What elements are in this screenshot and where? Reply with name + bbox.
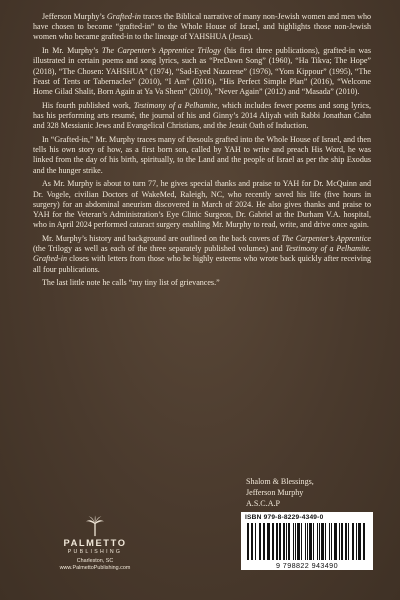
barcode-bar [283, 523, 285, 560]
paragraph-text: In Mr. Murphy’s [42, 46, 102, 56]
barcode-bar [247, 523, 249, 560]
barcode-bar [297, 523, 300, 560]
barcode-bar [255, 523, 256, 560]
barcode-bar [339, 523, 340, 560]
paragraph-text: Mr. Murphy’s history and background are outlined on the back covers of [42, 234, 282, 244]
publisher-name: PALMETTO [63, 538, 127, 548]
paragraph-text: As Mr. Murphy is about to turn 77, he gives special thanks and praise to YAH for Dr. McQuinn and Dr. Vogele, civilian Doctors of WakeMed, Raleigh, NC, who recently saved his life (five hours in surgery) for an abdominal aneurism discovered in March of 2024. He also gives thanks and praise to YAH for the Veteran’s Administration’s Eye Clinic Surgeon, Dr. Gabriel at the Durham V.A. hospital, who in April 2024 performed cataract surgery enabling Mr. Murphy to read, write, and drive once again. [33, 179, 371, 230]
barcode-bar [288, 523, 290, 560]
palmetto-tree-logo-icon [84, 515, 106, 537]
paragraph-text: which includes fewer poems and song lyrics, has his performing arts resumé, the journal of his and Ginny’s 2014 Aliyah with Rabbi Jonathan Cahn and 328 Messianic Jews and Evangelical Christians, and the Jesuit Oath of Induction. [33, 100, 371, 131]
paragraph-text: His fourth published work, [42, 100, 134, 110]
paragraph-text: The Carpenter’s Apprentice Trilogy [101, 46, 221, 56]
barcode-bar [317, 523, 318, 560]
paragraph-text: Grafted-in [106, 12, 141, 21]
paragraph-text: closes with letters from those who he highly esteems who wrote back quickly after receiving all four publications. [33, 254, 371, 274]
barcode-bar [341, 523, 343, 560]
barcode-bar [309, 523, 312, 560]
barcode-bar [272, 523, 274, 560]
publisher-website: www.PalmettoPublishing.com [59, 565, 131, 571]
paragraph-text: Testimony of a Pelhamite. Grafted-in [33, 244, 371, 264]
barcode-bar [267, 523, 270, 560]
barcode-bar [313, 523, 314, 560]
barcode-bar [286, 523, 287, 560]
publisher-block [40, 515, 150, 572]
barcode-bar [295, 523, 296, 560]
barcode-digits: 9 798822 943490 [276, 561, 338, 570]
back-cover-text [33, 12, 371, 289]
paragraph-text: (his first three publications), grafted-in was illustrated in certain poems and song lyrics, such as “PreDawn Song” (1960), “Ha Tikva; The Hope” (2018), “The Chosen: YAHSHUA” (1974), “Sad-Eyed Nazarene” (1976), “Yom Kippour” (1995), “The Feast of Tents or Tabernacles” (2010), “I Am” (2016), “His Perfect Simple Plan” (2016), “Welcome Home Gilad Shalit, Born Again at Ya Va Shem” (2010), “Never Again” (2012) and “Masada” (2010). [33, 46, 372, 97]
barcode-bar [307, 523, 308, 560]
barcode-bar [348, 523, 349, 560]
barcode-bar [263, 523, 265, 560]
signature-greeting: Shalom & Blessings, [246, 477, 314, 486]
barcode-bar [329, 523, 330, 560]
paragraph-text: Jefferson Murphy’s [42, 12, 107, 21]
barcode-bar [276, 523, 278, 560]
barcode-bar [334, 523, 337, 560]
barcode-bar [352, 523, 354, 560]
barcode-bar [305, 523, 306, 560]
isbn-barcode [241, 512, 373, 570]
signature-block [246, 476, 314, 510]
barcode-bar [259, 523, 261, 560]
paragraph-text: (the Trilogy as well as each of the three separately published volumes) and [33, 244, 286, 254]
body-paragraph [33, 46, 371, 97]
signature-affiliation: A.S.C.A.P [246, 499, 280, 509]
barcode-bar [293, 523, 294, 560]
barcode-bar [345, 523, 347, 560]
barcode-bar [331, 523, 332, 560]
barcode-bar [251, 523, 253, 560]
body-paragraph [33, 101, 371, 132]
barcode-bar [301, 523, 302, 560]
barcode-bar [358, 523, 361, 560]
isbn-label: ISBN 979-8-8229-4349-0 [245, 514, 324, 521]
paragraph-text: traces the Biblical narrative of many non-Jewish women and men who have chosen to become “grafted-in” to the Whole House of Israel, and highlights those non-Jewish women who became grafted-in to the lineage of YAHSHUA (Jesus). [33, 12, 372, 42]
barcode-bar [279, 523, 281, 560]
paragraph-text: The Carpenter’s Apprentice [281, 234, 372, 244]
barcode-bar [319, 523, 320, 560]
body-paragraph [33, 135, 371, 176]
barcode-bar [325, 523, 326, 560]
publisher-city: Charleston, SC [76, 558, 114, 564]
barcode-bars [245, 523, 369, 560]
barcode-bar [363, 523, 365, 560]
barcode-bar [321, 523, 324, 560]
paragraph-text: In “Grafted-in,” Mr. Murphy traces many of thesouls grafted into the Whole House of Israel, and then tells his own story of how, as a first born son, called by YAH to write and preach His Word, he was linked from the day of his birth, spiritually, to the Land and the people of Israel as per the ship Exodus and the hunger strike. [33, 135, 371, 175]
paragraph-text: Testimony of a Pelhamite, [133, 100, 220, 110]
body-paragraph [33, 12, 371, 43]
barcode-bar [356, 523, 357, 560]
signature-author: Jefferson Murphy [246, 488, 304, 498]
body-paragraph [33, 278, 371, 288]
publisher-subtitle: PUBLISHING [67, 549, 123, 555]
body-paragraph [33, 234, 371, 275]
body-paragraph [33, 179, 371, 230]
paragraph-text: The last little note he calls “my tiny list of grievances.” [42, 278, 220, 288]
